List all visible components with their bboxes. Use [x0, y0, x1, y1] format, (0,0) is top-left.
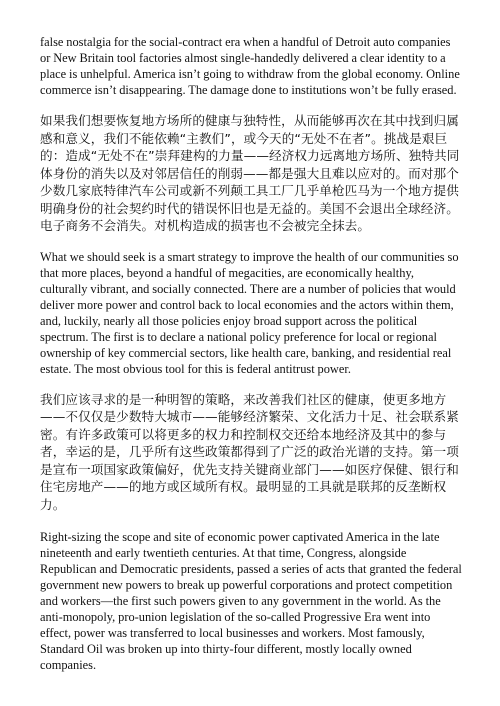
paragraph-english-2: What we should seek is a smart strategy to improve the health of our communities so that more places, beyond a handful of megacities, are economically healthy, culturally vibrant, and socially connected. There are a number of policies that would deliver more power and control back to local economies and the actors within them, and, luckily, nearly all those policies enjoy broad support across the political spectrum. The first is to declare a national policy preference for local or regional ownership of key commercial sectors, like health care, banking, and residential real estate. The most obvious tool for this is federal antitrust power. [40, 249, 459, 376]
paragraph-english-3: Right-sizing the scope and site of economic power captivated America in the late nineteenth and early twentieth centuries. At that time, Congress, alongside Republican and Democratic presidents, passed a series of acts that granted the federal government new powers to break up powerful corporations and protect competition and workers—the first such powers given to any government in the world. As the anti-monopoly, pro-union legislation of the so-called Progressive Era went into effect, power was transferred to local businesses and workers. Most famously, Standard Oil was broken up into thirty-four different, mostly locally owned companies. [40, 530, 462, 672]
paragraph-chinese-1: 如果我们想要恢复地方场所的健康与独特性，从而能够再次在其中找到归属感和意义，我们不能依赖“主教们”，或今天的“无处不在者”。挑战是艰巨的：造成“无处不在”崇拜建构的力量——经济权力远离地方场所、独特共同体身份的消失以及对邻居信任的削弱——都是强大且难以应对的。而对那个少数几家底特律汽车公司或新不列颠工具工厂几乎单枪匹马为一个地方提供明确身份的社会契约时代的错误怀旧也是无益的。美国不会退出全球经济。电子商务不会消失。对机构造成的损害也不会被完全抹去。 [40, 113, 460, 233]
paragraph-english-1: false nostalgia for the social-contract era when a handful of Detroit auto companies or New Britain tool factories almost single-handedly delivered a clear identity to a place is unhelpful. America isn’t going to withdraw from the global economy. Online commerce isn’t disappearing. The damage done to institutions won’t be fully erased. [40, 35, 460, 97]
paragraph-chinese-2: 我们应该寻求的是一种明智的策略，来改善我们社区的健康，使更多地方——不仅仅是少数特大城市——能够经济繁荣、文化活力十足、社会联系紧密。有许多政策可以将更多的权力和控制权交还给本地经济及其中的参与者，幸运的是，几乎所有这些政策都得到了广泛的政治光谱的支持。第一项是宣布一项国家政策偏好，优先支持关键商业部门——如医疗保健、银行和住宅房地产——的地方或区域所有权。最明显的工具就是联邦的反垄断权力。 [40, 391, 459, 512]
document-page [40, 34, 462, 673]
